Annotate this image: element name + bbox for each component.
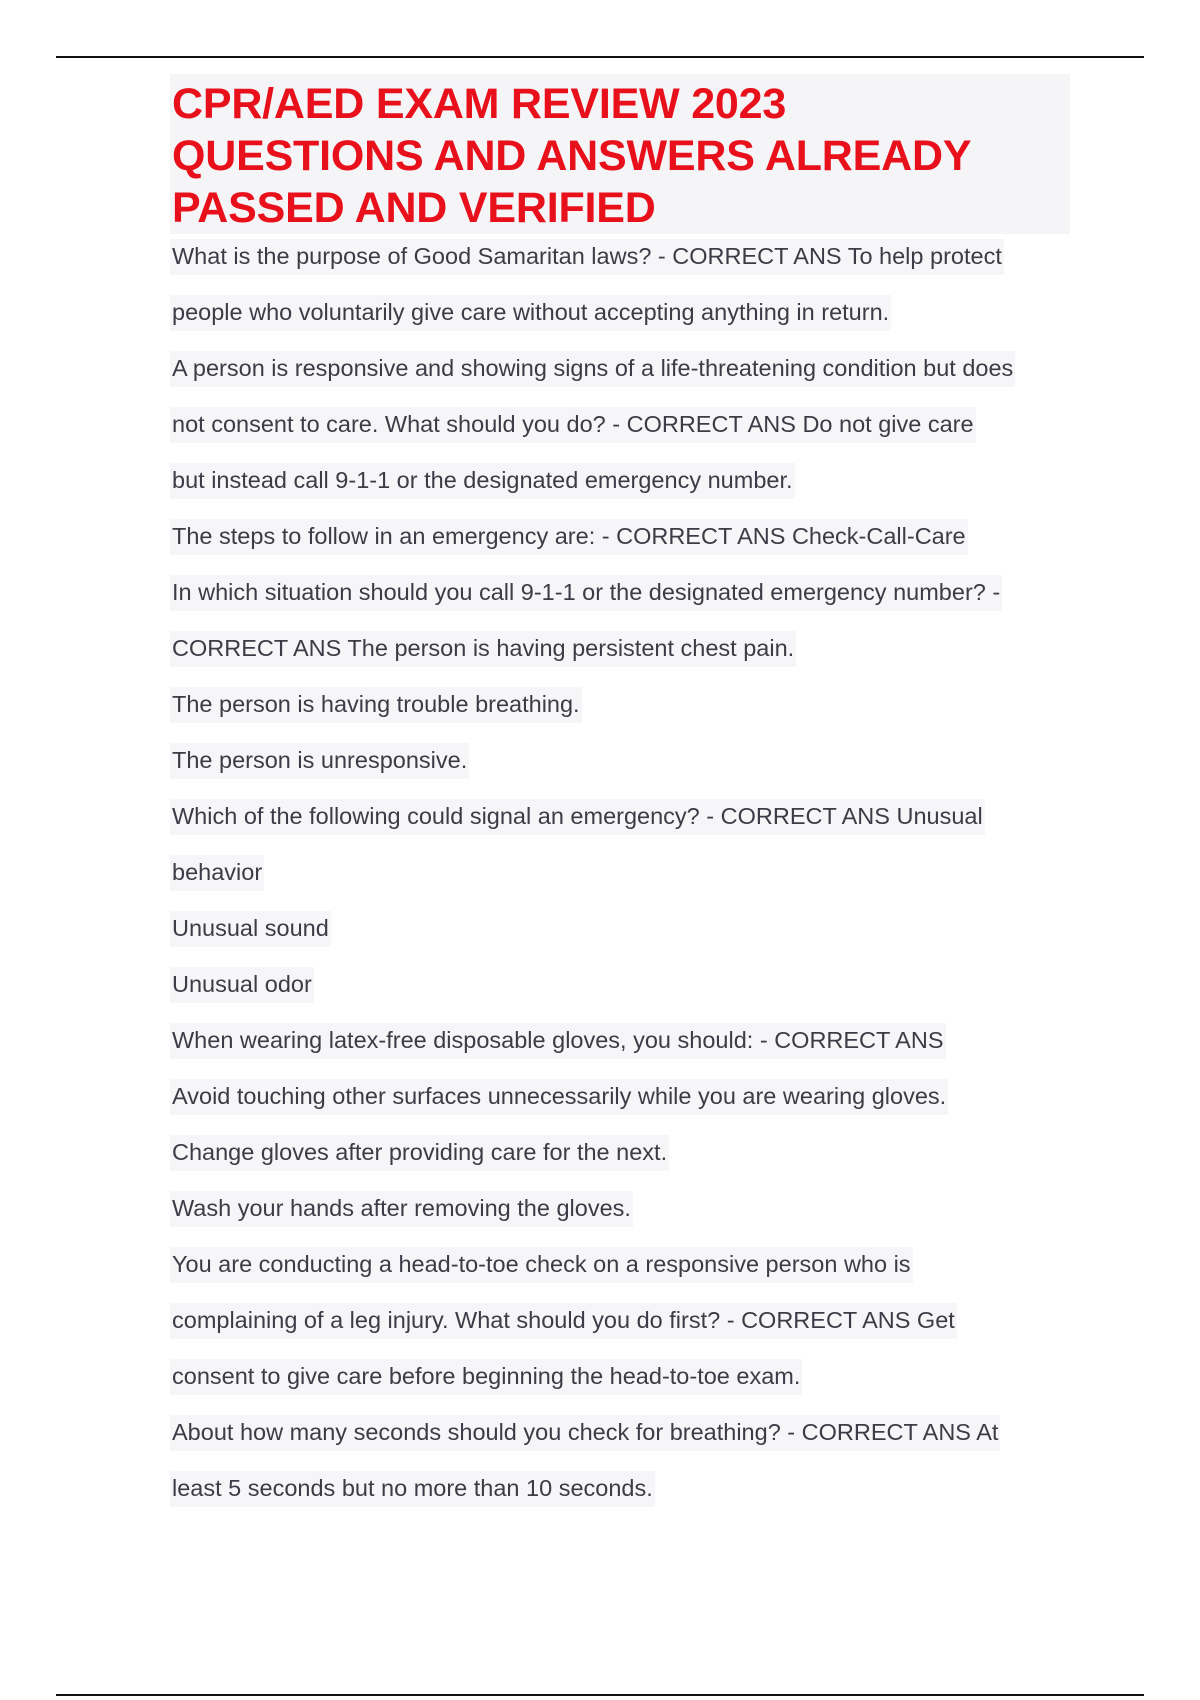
text-line: You are conducting a head-to-toe check on a responsive person who is xyxy=(170,1242,1070,1298)
title-line: PASSED AND VERIFIED xyxy=(172,184,656,232)
text-line: In which situation should you call 9-1-1 or the designated emergency number? - xyxy=(170,570,1070,626)
text-line: Avoid touching other surfaces unnecessarily while you are wearing gloves. xyxy=(170,1074,1070,1130)
document-title xyxy=(170,74,1070,234)
text-line: behavior xyxy=(170,850,1070,906)
qa-body xyxy=(170,234,1070,1522)
text-line: The person is unresponsive. xyxy=(170,738,1070,794)
text-line: Unusual odor xyxy=(170,962,1070,1018)
text-line: Unusual sound xyxy=(170,906,1070,962)
text-line: The steps to follow in an emergency are: - CORRECT ANS Check-Call-Care xyxy=(170,514,1070,570)
text-line: About how many seconds should you check for breathing? - CORRECT ANS At xyxy=(170,1410,1070,1466)
text-line: Wash your hands after removing the gloves. xyxy=(170,1186,1070,1242)
bottom-divider xyxy=(56,1694,1144,1696)
text-line: CORRECT ANS The person is having persistent chest pain. xyxy=(170,626,1070,682)
text-line: A person is responsive and showing signs of a life-threatening condition but does xyxy=(170,346,1070,402)
text-line: consent to give care before beginning the head-to-toe exam. xyxy=(170,1354,1070,1410)
text-line: but instead call 9-1-1 or the designated emergency number. xyxy=(170,458,1070,514)
text-line: Which of the following could signal an emergency? - CORRECT ANS Unusual xyxy=(170,794,1070,850)
text-line: not consent to care. What should you do? - CORRECT ANS Do not give care xyxy=(170,402,1070,458)
title-line: QUESTIONS AND ANSWERS ALREADY xyxy=(172,132,972,180)
text-line: Change gloves after providing care for the next. xyxy=(170,1130,1070,1186)
text-line: people who voluntarily give care without accepting anything in return. xyxy=(170,290,1070,346)
document-page xyxy=(170,74,1070,1522)
title-line: CPR/AED EXAM REVIEW 2023 xyxy=(172,80,787,128)
text-line: least 5 seconds but no more than 10 seconds. xyxy=(170,1466,1070,1522)
text-line: complaining of a leg injury. What should you do first? - CORRECT ANS Get xyxy=(170,1298,1070,1354)
text-line: When wearing latex-free disposable gloves, you should: - CORRECT ANS xyxy=(170,1018,1070,1074)
text-line: What is the purpose of Good Samaritan laws? - CORRECT ANS To help protect xyxy=(170,234,1070,290)
top-divider xyxy=(56,56,1144,58)
text-line: The person is having trouble breathing. xyxy=(170,682,1070,738)
